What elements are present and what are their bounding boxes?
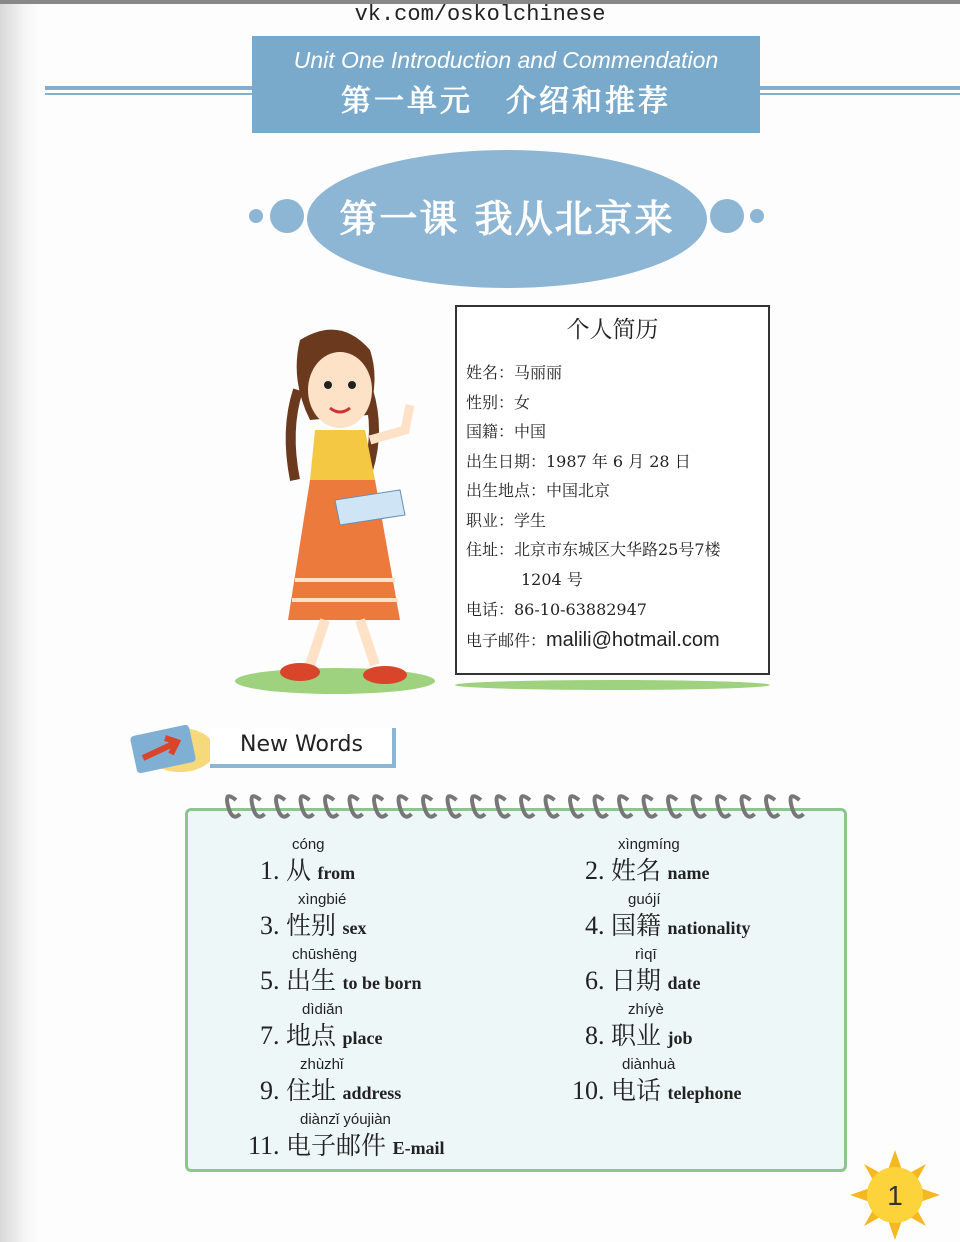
spiral-ring [742,796,755,817]
vocab-pinyin: cóng [292,836,325,853]
resume-row: 性别：女 [466,393,531,412]
vocab-hanzi: 职业 [611,1021,662,1050]
vocab-pinyin: xìngbié [298,891,347,908]
spiral-ring [497,796,510,817]
spiral-ring [227,796,240,817]
spiral-ring [350,796,363,817]
resume-email-row [466,629,720,652]
vocab-hanzi: 国籍 [611,911,662,940]
email-value: malili@hotmail.com [546,629,720,651]
vocab-line [260,1021,383,1051]
vocab-number: 8. [585,1021,605,1050]
spiral-ring [693,796,706,817]
page-edge [0,0,40,1242]
vocab-line [585,856,710,886]
vocab-pinyin: rìqī [635,946,657,963]
vocab-pinyin: zhíyè [628,1001,664,1018]
resume-row: 姓名：马丽丽 [466,363,563,382]
grass-shadow [455,680,770,690]
decor-dot [750,209,764,223]
spiral-ring [595,796,608,817]
vocab-line [260,856,355,886]
notebook-spirals [220,786,820,826]
vocab-english: place [342,1028,383,1048]
spiral-ring [374,796,387,817]
resume-card [455,305,770,675]
vocab-line [585,911,751,941]
vocab-hanzi: 姓名 [611,856,662,885]
decor-dot [270,199,304,233]
vocab-line [585,1021,693,1051]
spiral-ring [448,796,461,817]
vocab-pinyin: diànhuà [622,1056,676,1073]
vocab-pinyin: guójí [628,891,661,908]
vocab-english: from [317,863,356,883]
vocab-hanzi: 从 [286,856,312,885]
resume-row: 职业：学生 [466,511,547,530]
spiral-ring [668,796,681,817]
vocab-english: nationality [667,918,751,938]
vocab-line [260,911,367,941]
vocab-number: 3. [260,911,280,940]
spiral-ring [570,796,583,817]
spiral-ring [276,796,289,817]
unit-title-en: Unit One Introduction and Commendation [293,47,719,73]
new-words-heading: New Words [210,728,396,768]
vocab-english: to be born [342,973,422,993]
vocab-english: name [667,863,710,883]
vocab-hanzi: 电子邮件 [286,1131,387,1160]
sun-page-badge [850,1150,940,1240]
spiral-ring [717,796,730,817]
vocab-english: address [342,1083,402,1103]
vocab-pinyin: xìngmíng [618,836,680,853]
spiral-ring [546,796,559,817]
spiral-ring [301,796,314,817]
vocab-line [585,966,701,996]
watermark-url: vk.com/oskolchinese [354,2,606,27]
vocab-number: 6. [585,966,605,995]
vocab-number: 10. [572,1076,605,1105]
vocab-english: E-mail [392,1138,445,1158]
vocab-line [572,1076,742,1106]
vocab-english: sex [342,918,367,938]
vocab-number: 5. [260,966,280,995]
resume-title: 个人简历 [566,317,659,343]
vocab-hanzi: 电话 [611,1076,662,1105]
vocab-hanzi: 住址 [286,1076,337,1105]
vocab-pinyin: diànzǐ yóujiàn [300,1111,391,1128]
vocab-number: 7. [260,1021,280,1050]
vocab-hanzi: 出生 [286,966,337,995]
page-number: 1 [887,1180,903,1211]
lesson-title: 第一课 我从北京来 [307,150,707,288]
vocab-number: 2. [585,856,605,885]
spiral-ring [252,796,265,817]
vocab-number: 11. [248,1131,280,1160]
spiral-ring [619,796,632,817]
resume-row: 住址：北京市东城区大华路25号7楼 [466,540,721,559]
vocab-english: telephone [667,1083,742,1103]
vocab-hanzi: 地点 [286,1021,337,1050]
vocab-line [260,966,422,996]
spiral-ring [644,796,657,817]
spiral-ring [399,796,412,817]
unit-banner [252,36,760,133]
vocab-hanzi: 性别 [286,911,337,940]
resume-row: 电话：86-10-63882947 [466,600,647,619]
arrow-card-icon [125,720,220,775]
vocab-english: job [667,1028,693,1048]
girl-illustration [240,320,440,695]
resume-row: 出生日期：1987 年 6 月 28 日 [466,452,691,471]
vocab-number: 4. [585,911,605,940]
decor-dot [249,209,263,223]
unit-title-zh: 第一单元 介绍和推荐 [341,84,671,119]
decor-dot [710,199,744,233]
vocab-line [260,1076,401,1106]
vocab-pinyin: dìdiǎn [302,1001,343,1018]
spiral-ring [766,796,779,817]
spiral-ring [472,796,485,817]
vocab-number: 9. [260,1076,280,1105]
resume-row: 出生地点：中国北京 [466,481,611,500]
vocab-line [248,1131,445,1161]
vocab-pinyin: chūshēng [292,946,358,963]
spiral-ring [791,796,804,817]
vocab-english: date [667,973,701,993]
spiral-ring [423,796,436,817]
spiral-ring [521,796,534,817]
vocab-pinyin: zhùzhǐ [300,1056,344,1073]
spiral-ring [325,796,338,817]
resume-row: 国籍：中国 [466,422,547,441]
vocab-number: 1. [260,856,280,885]
resume-row: 1204 号 [521,570,583,589]
email-label: 电子邮件： [466,631,547,650]
vocab-hanzi: 日期 [611,966,662,995]
